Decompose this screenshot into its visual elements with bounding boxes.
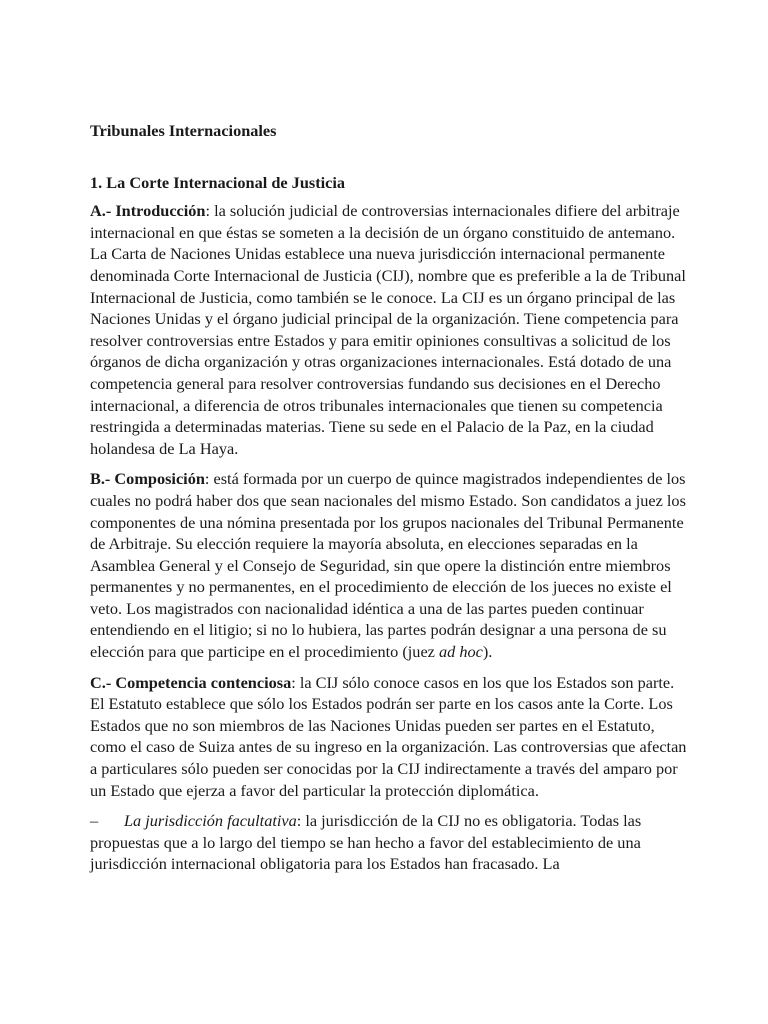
paragraph-composicion: [90, 468, 688, 662]
paragraph-italic: ad hoc: [438, 642, 483, 662]
paragraph-jurisdiccion-facultativa: [90, 810, 688, 875]
paragraph-competencia-contenciosa: [90, 672, 688, 802]
document-page: [90, 120, 688, 884]
section-title: 1. La Corte Internacional de Justicia: [90, 172, 346, 192]
paragraph-text: : la jurisdicción de la CIJ no es obligatoria. Todas las propuestas que a lo largo del tiempo se han hecho a favor del establecimiento de una jurisdicción internacional obligatoria para los Estados han fracasado. La: [90, 811, 642, 874]
paragraph-lead: C.- Competencia contenciosa: [90, 672, 292, 692]
paragraph-tail: ).: [482, 642, 493, 662]
paragraph-text: : la solución judicial de controversias internacionales difiere del arbitraje internacional en que éstas se someten a la decisión de un órgano constituido de antemano. La Carta de Naciones Unidas establece una nueva jurisdicción internacional permanente denominada Corte Internacional de Justicia (CIJ), nombre que es preferible a la de Tribunal Internacional de Justicia, como también se le conoce. La CIJ es un órgano principal de las Naciones Unidas y el órgano judicial principal de la organización. Tiene competencia para resolver controversias entre Estados y para emitir opiniones consultivas a solicitud de los órganos de dicha organización y otras organizaciones internacionales. Está dotado de una competencia general para resolver controversias fundando sus decisiones en el Derecho internacional, a diferencia de otros tribunales internacionales que tienen su competencia restringida a determinadas materias. Tiene su sede en el Palacio de la Paz, en la ciudad holandesa de La Haya.: [90, 201, 686, 458]
paragraph-lead: A.- Introducción: [90, 201, 206, 221]
document-title: Tribunales Internacionales: [90, 121, 277, 140]
paragraph-lead: B.- Composición: [90, 469, 205, 489]
dash-bullet: –: [90, 811, 99, 831]
paragraph-italic: La jurisdicción facultativa: [124, 811, 297, 831]
paragraph-text: : está formada por un cuerpo de quince magistrados independientes de los cuales no podrá haber dos que sean nacionales del mismo Estado. Son candidatos a juez los componentes de una nómina presentada por los grupos nacionales del Tribunal Permanente de Arbitraje. Su elección requiere la mayoría absoluta, en elecciones separadas en la Asamblea General y el Consejo de Seguridad, sin que opere la distinción entre miembros permanentes y no permanentes, en el procedimiento de elección de los jueces no existe el veto. Los magistrados con nacionalidad idéntica a una de las partes pueden continuar entendiendo en el litigio; si no lo hubiera, las partes podrán designar a una persona de su elección para que participe en el procedimiento (juez: [90, 469, 686, 662]
paragraph-introduccion: [90, 200, 688, 459]
paragraph-text: : la CIJ sólo conoce casos en los que los Estados son parte. El Estatuto establece que sólo los Estados podrán ser parte en los casos ante la Corte. Los Estados que no son miembros de las Naciones Unidas pueden ser partes en el Estatuto, como el caso de Suiza antes de su ingreso en la organización. Las controversias que afectan a particulares sólo pueden ser conocidas por la CIJ indirectamente a través del amparo por un Estado que ejerza a favor del particular la protección diplomática.: [90, 672, 687, 800]
